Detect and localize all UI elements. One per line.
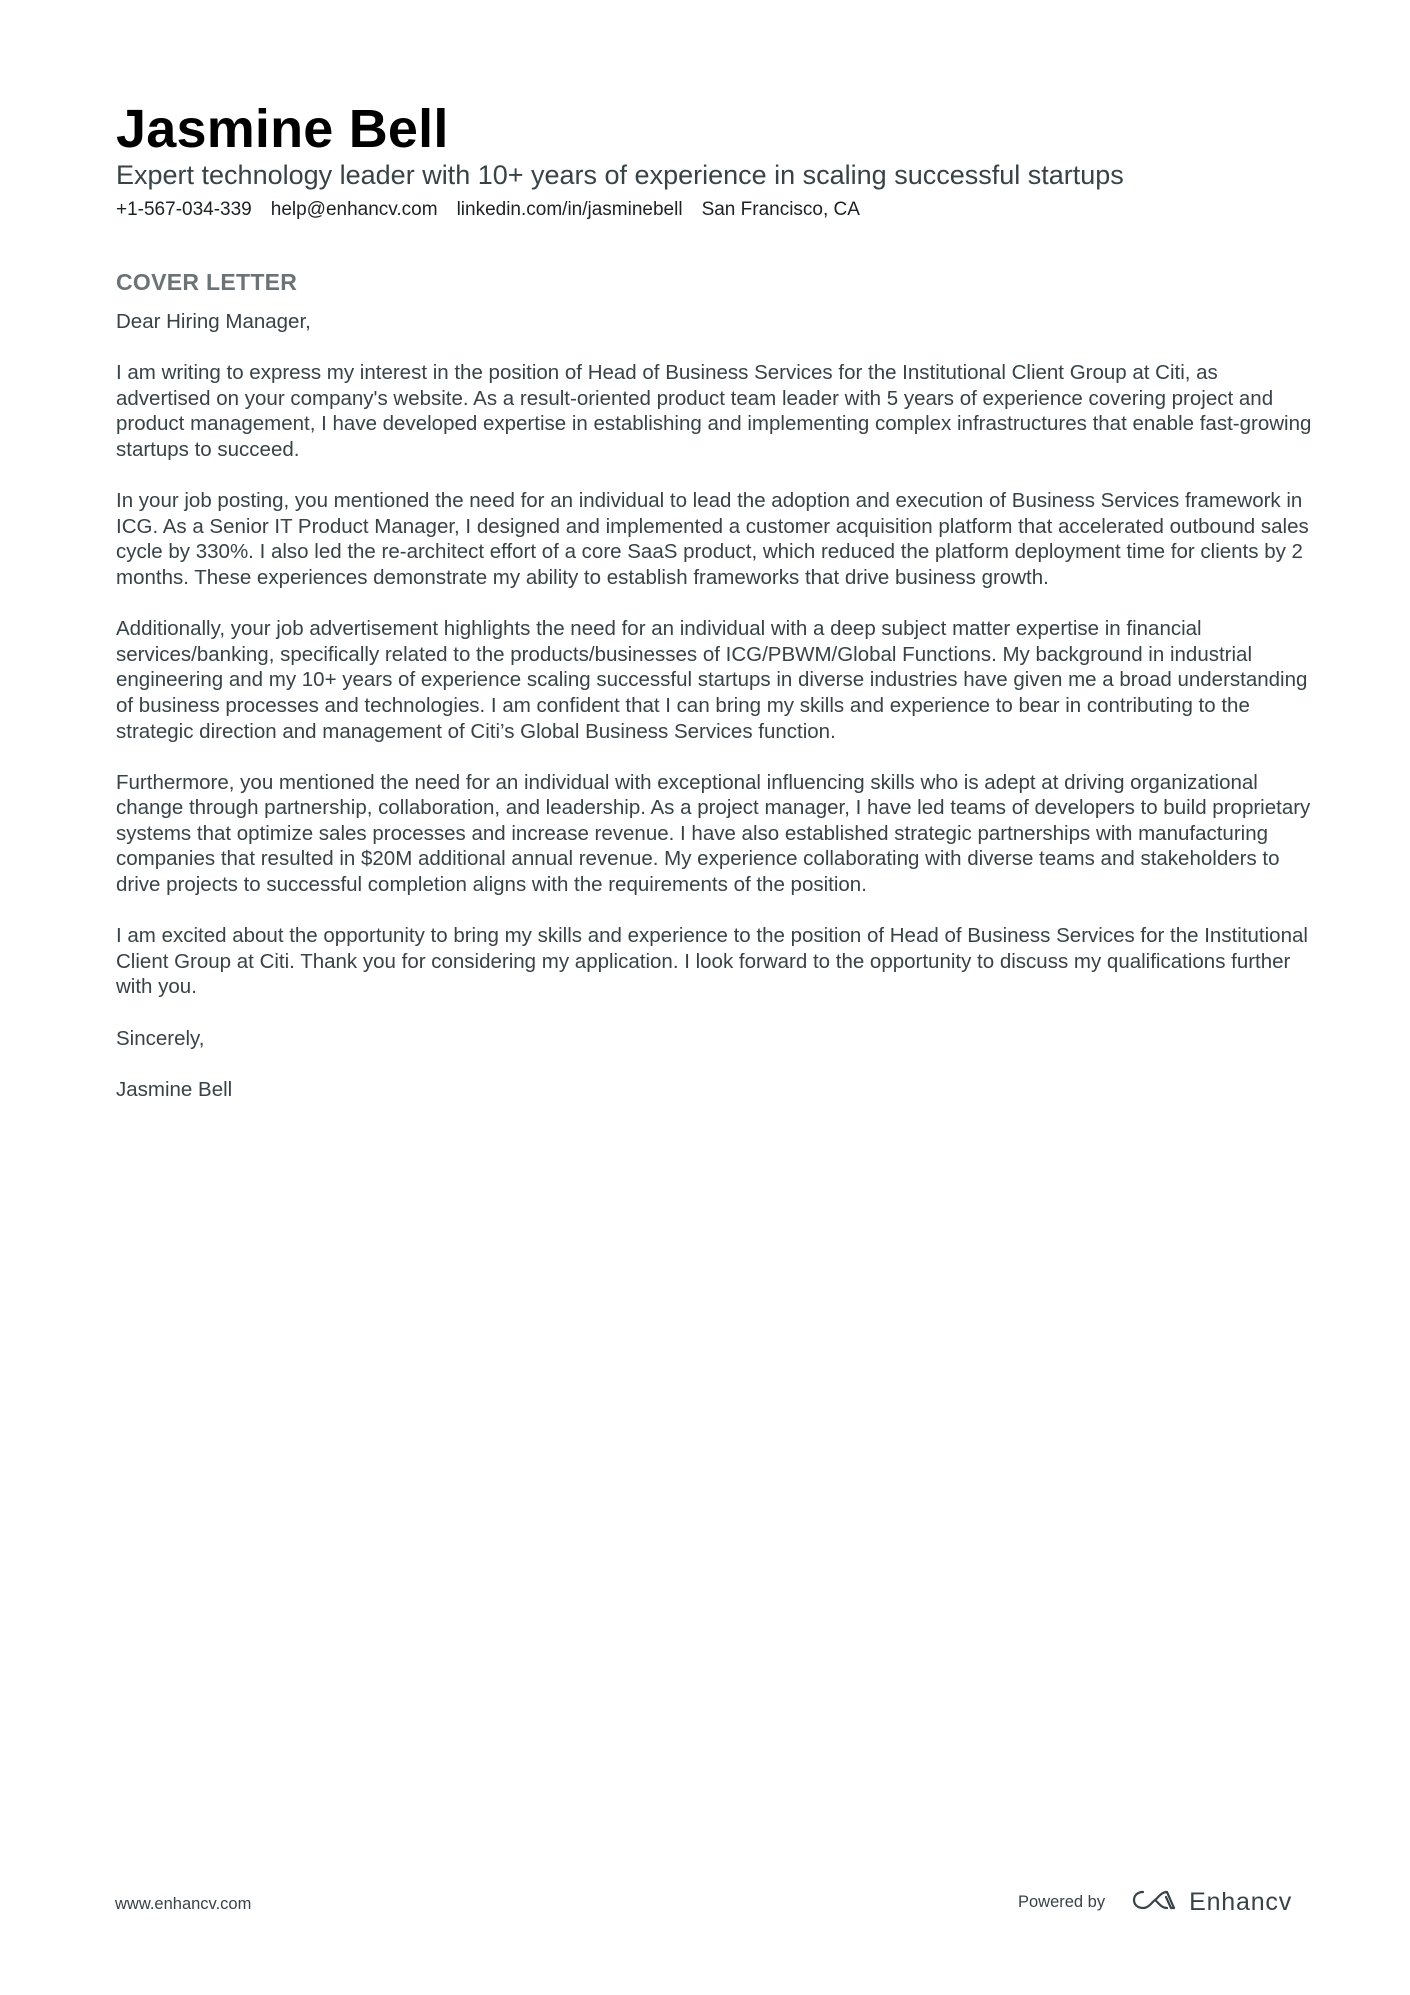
brand-name: Enhancv: [1189, 1887, 1292, 1916]
brand-logo[interactable]: [1131, 1888, 1292, 1917]
letter-paragraph: Additionally, your job advertisement highlights the need for an individual with a deep subject matter expertise in financial services/banking, specifically related to the products/businesses of ICG/PBWM/Global Functions. My background in industrial engineering and my 10+ years of experience scaling successful startups in diverse industries have given me a broad understanding of business processes and technologies. I am confident that I can bring my skills and experience to bear in contributing to the strategic direction and management of Citi’s Global Business Services function.: [116, 617, 1308, 743]
powered-by-label: Powered by: [1017, 1892, 1106, 1911]
footer-website[interactable]: www.enhancv.com: [115, 1895, 252, 1913]
contact-location: San Francisco, CA: [701, 199, 860, 220]
enhancv-logo-icon: [1131, 1888, 1177, 1917]
letter-signature: Jasmine Bell: [116, 1077, 233, 1101]
footer-branding: [1018, 1882, 1292, 1922]
letter-paragraph: In your job posting, you mentioned the need for an individual to lead the adoption and execution of Business Services framework in ICG. As a Senior IT Product Manager, I designed and implemented a customer acquisition platform that accelerated outbound sales cycle by 330%. I also led the re-architect effort of a core SaaS product, which reduced the platform deployment time for clients by 2 months. These experiences demonstrate my ability to establish frameworks that drive business growth.: [116, 489, 1309, 589]
contact-phone: +1-567-034-339: [116, 199, 252, 220]
contact-info: [116, 198, 860, 222]
contact-email: help@enhancv.com: [270, 199, 438, 220]
candidate-name: Jasmine Bell: [116, 99, 449, 159]
letter-body: [116, 309, 1316, 1128]
letter-paragraph: Furthermore, you mentioned the need for an individual with exceptional influencing skills who is adept at driving organizational change through partnership, collaboration, and leadership. As a project manager, I have led teams of developers to build proprietary systems that optimize sales processes and increase revenue. I have also established strategic partnerships with manufacturing companies that resulted in $20M additional annual revenue. My experience collaborating with diverse teams and stakeholders to drive projects to successful completion aligns with the requirements of the position.: [116, 770, 1311, 897]
contact-linkedin: linkedin.com/in/jasminebell: [456, 199, 683, 220]
letter-paragraph: I am writing to express my interest in the position of Head of Business Services for the Institutional Client Group at Citi, as advertised on your company's website. As a result-oriented product team leader with 5 years of experience covering project and product management, I have developed expertise in establishing and implementing complex infrastructures that enable fast-growing startups to succeed.: [116, 361, 1312, 461]
letter-closing: Sincerely,: [116, 1026, 205, 1050]
section-title: COVER LETTER: [116, 269, 298, 295]
letter-salutation: Dear Hiring Manager,: [116, 310, 311, 333]
candidate-headline: Expert technology leader with 10+ years of experience in scaling successful startups: [116, 160, 1124, 190]
letter-paragraph: I am excited about the opportunity to bring my skills and experience to the position of Head of Business Services for the Institutional Client Group at Citi. Thank you for considering my application. I look forward to the opportunity to discuss my qualifications further with you.: [116, 924, 1308, 999]
